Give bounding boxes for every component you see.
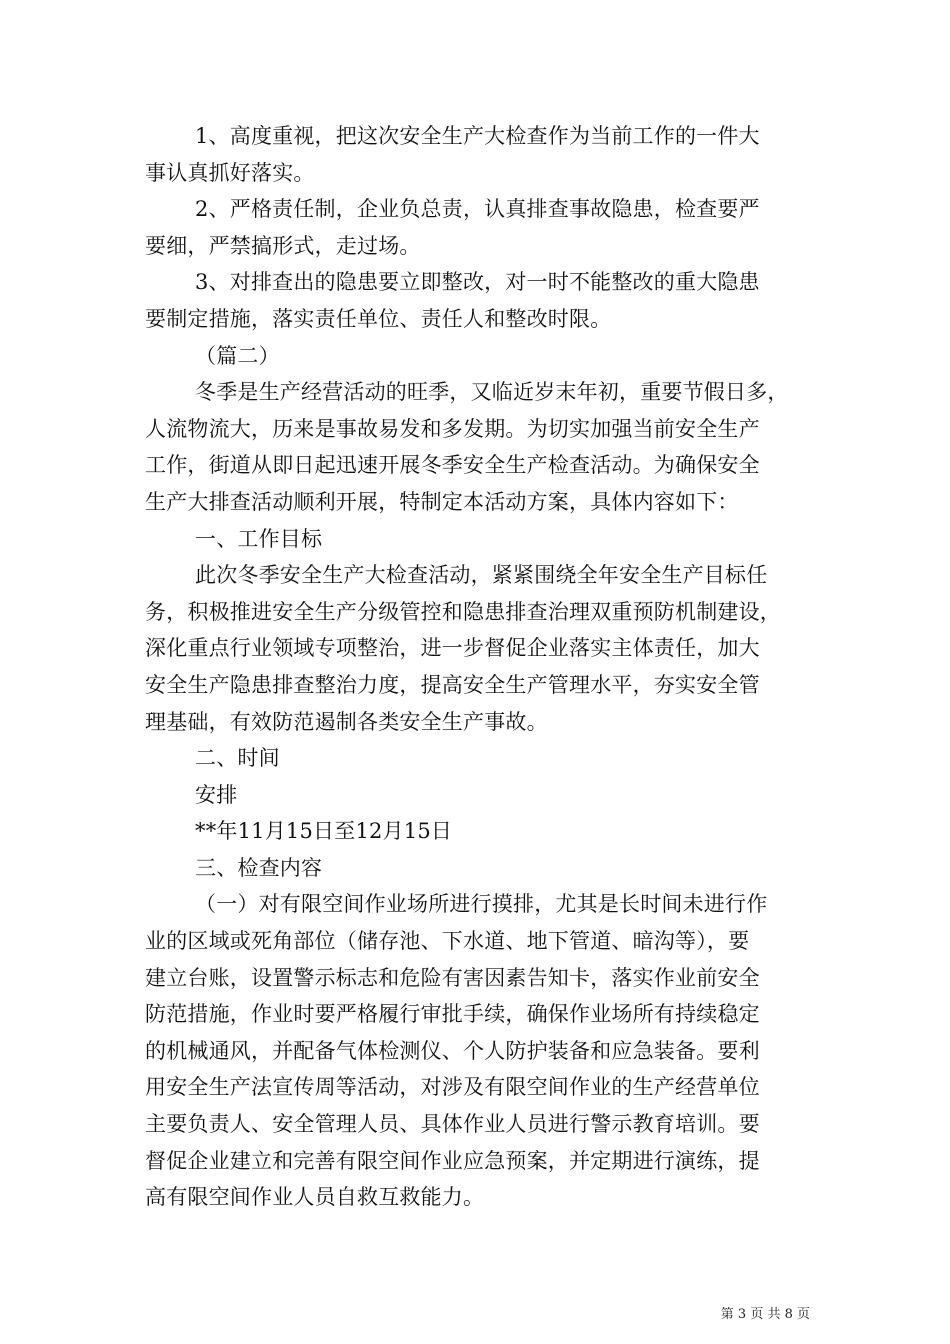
paragraph-line: 1、高度重视，把这次安全生产大检查作为当前工作的一件大 [195, 124, 760, 148]
paragraph-line: 务，积极推进安全生产分级管控和隐患排查治理双重预防机制建设， [145, 599, 781, 624]
section-heading: 三、检查内容 [195, 855, 323, 880]
paragraph-line: 深化重点行业领域专项整治，进一步督促企业落实主体责任，加大 [145, 636, 760, 661]
paragraph-line: 此次冬季安全生产大检查活动，紧紧围绕全年安全生产目标任 [195, 563, 768, 588]
paragraph-line: 要细，严禁搞形式，走过场。 [145, 233, 421, 258]
paragraph-line: 生产大排查活动顺利开展，特制定本活动方案，具体内容如下： [145, 489, 739, 514]
paragraph-line: 安全生产隐患排查整治力度，提高安全生产管理水平，夯实安全管 [145, 672, 760, 697]
paragraph-line: 理基础，有效防范遏制各类安全生产事故。 [145, 709, 548, 734]
section-heading: （篇二） [195, 343, 280, 368]
date-range-line: **年11月15日至12月15日 [195, 819, 453, 844]
paragraph-line: （一）对有限空间作业场所进行摸排，尤其是长时间未进行作 [195, 892, 768, 917]
paragraph-line: 2、严格责任制，企业负总责，认真排查事故隐患，检查要严 [195, 197, 760, 222]
section-heading: 二、时间 [195, 746, 280, 771]
paragraph-line: 事认真抓好落实。 [145, 160, 315, 185]
document-body [145, 118, 810, 1216]
paragraph-line: 高有限空间作业人员自救互救能力。 [145, 1185, 485, 1210]
paragraph-line: 业的区域或死角部位（储存池、下水道、地下管道、暗沟等），要 [145, 929, 750, 954]
paragraph-line: 主要负责人、安全管理人员、具体作业人员进行警示教育培训。要 [145, 1112, 760, 1137]
paragraph-line: 防范措施，作业时要严格履行审批手续，确保作业场所有持续稳定 [145, 1002, 760, 1027]
paragraph-line: 安排 [195, 782, 238, 807]
paragraph-line: 要制定措施，落实责任单位、责任人和整改时限。 [145, 306, 612, 331]
paragraph-line: 建立台账，设置警示标志和危险有害因素告知卡，落实作业前安全 [145, 965, 760, 990]
paragraph-line: 督促企业建立和完善有限空间作业应急预案，并定期进行演练，提 [145, 1148, 760, 1173]
paragraph-line: 用安全生产法宣传周等活动，对涉及有限空间作业的生产经营单位 [145, 1075, 760, 1100]
paragraph-line: 冬季是生产经营活动的旺季，又临近岁末年初，重要节假日多， [195, 380, 789, 405]
paragraph-line: 人流物流大，历来是事故易发和多发期。为切实加强当前安全生产 [145, 416, 760, 441]
section-heading: 一、工作目标 [195, 526, 323, 551]
paragraph-line: 的机械通风，并配备气体检测仪、个人防护装备和应急装备。要利 [145, 1038, 760, 1063]
page-number-footer: 第 3 页 共 8 页 [720, 1307, 810, 1322]
paragraph-line: 3、对排查出的隐患要立即整改，对一时不能整改的重大隐患 [195, 270, 760, 295]
paragraph-line: 工作，街道从即日起迅速开展冬季安全生产检查活动。为确保安全 [145, 453, 760, 478]
